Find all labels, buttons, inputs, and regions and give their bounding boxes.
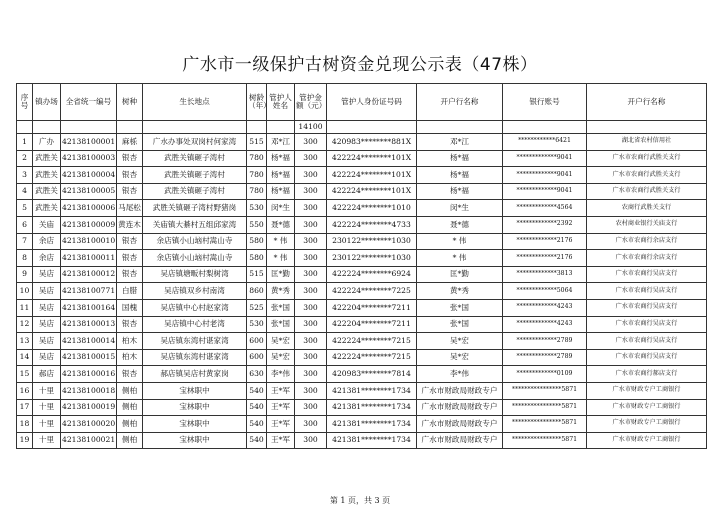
bank-name-cell: 广水市农商行吴店支行 — [587, 349, 707, 366]
table-header-row — [17, 84, 707, 121]
account-holder-cell: 杨*福 — [417, 167, 503, 184]
species-cell: 柏木 — [117, 333, 143, 350]
location-cell: 吴店镇中心村老湾 — [143, 316, 247, 333]
tree-id-cell: 42138100014 — [61, 333, 117, 350]
id-number-cell: 421381********1734 — [327, 416, 417, 433]
tree-id-cell: 42138100012 — [61, 266, 117, 283]
seq-cell: 11 — [17, 299, 33, 316]
location-cell: 吴店镇东湾村谌家湾 — [143, 333, 247, 350]
town-cell: 吴店 — [33, 283, 61, 300]
location-cell: 关庙镇大綦村五组邱家湾 — [143, 216, 247, 233]
tree-id-cell: 42138100006 — [61, 200, 117, 217]
location-cell: 吴店镇双乡村南湾 — [143, 283, 247, 300]
age-cell: 540 — [247, 416, 267, 433]
id-number-cell: 422204********7211 — [327, 299, 417, 316]
page-footer: 第 1 页，共 3 页 — [329, 496, 391, 505]
age-cell: 600 — [247, 349, 267, 366]
town-cell: 十里 — [33, 382, 61, 399]
account-holder-cell: 吴*宏 — [417, 349, 503, 366]
account-number-cell: *************9041 — [503, 150, 587, 167]
tree-id-cell: 42138100016 — [61, 366, 117, 383]
account-number-cell: ****************5871 — [503, 399, 587, 416]
table-row — [17, 349, 707, 366]
subsidy-table — [16, 83, 707, 449]
location-cell: 宝林职中 — [143, 432, 247, 449]
species-cell: 白腊 — [117, 283, 143, 300]
species-cell: 侧柏 — [117, 432, 143, 449]
table-row — [17, 316, 707, 333]
age-cell: 780 — [247, 150, 267, 167]
tree-id-cell: 42138100019 — [61, 399, 117, 416]
age-cell: 580 — [247, 233, 267, 250]
table-row — [17, 299, 707, 316]
table-cell — [503, 121, 587, 134]
caretaker-cell: 黄*秀 — [267, 283, 295, 300]
age-cell: 540 — [247, 399, 267, 416]
caretaker-cell: 杨*福 — [267, 150, 295, 167]
town-cell: 广办 — [33, 134, 61, 151]
account-holder-cell: 张*国 — [417, 299, 503, 316]
seq-cell: 19 — [17, 432, 33, 449]
amount-cell: 300 — [295, 316, 327, 333]
caretaker-cell: 聂*德 — [267, 216, 295, 233]
account-number-cell: *************9041 — [503, 183, 587, 200]
amount-cell: 300 — [295, 134, 327, 151]
bank-name-cell: 广水市农商行余店支行 — [587, 250, 707, 267]
header-cell: 开户行名称 — [417, 84, 503, 121]
tree-id-cell: 42138100004 — [61, 167, 117, 184]
location-cell: 宝林职中 — [143, 382, 247, 399]
caretaker-cell: * 伟 — [267, 233, 295, 250]
species-cell: 银杏 — [117, 250, 143, 267]
caretaker-cell: 吴*宏 — [267, 333, 295, 350]
seq-cell: 14 — [17, 349, 33, 366]
bank-name-cell: 农村商业银行关庙支行 — [587, 216, 707, 233]
table-cell — [117, 121, 143, 134]
tree-id-cell: 42138100164 — [61, 299, 117, 316]
id-number-cell: 421381********1734 — [327, 382, 417, 399]
town-cell: 吴店 — [33, 299, 61, 316]
table-row — [17, 416, 707, 433]
account-number-cell: *************2789 — [503, 349, 587, 366]
town-cell: 武胜关 — [33, 167, 61, 184]
header-cell: 管护人身份证号码 — [327, 84, 417, 121]
table-row — [17, 134, 707, 151]
account-number-cell: *************4564 — [503, 200, 587, 217]
seq-cell: 18 — [17, 416, 33, 433]
bank-name-cell: 农商行武胜关支行 — [587, 200, 707, 217]
town-cell: 吴店 — [33, 333, 61, 350]
table-row — [17, 216, 707, 233]
id-number-cell: 230122********1030 — [327, 233, 417, 250]
age-cell: 580 — [247, 250, 267, 267]
species-cell: 银杏 — [117, 366, 143, 383]
tree-id-cell: 42138100003 — [61, 150, 117, 167]
species-cell: 侧柏 — [117, 382, 143, 399]
species-cell: 银杏 — [117, 150, 143, 167]
table-row — [17, 399, 707, 416]
location-cell: 武胜关镇砸子湾村野猪岗 — [143, 200, 247, 217]
town-cell: 余店 — [33, 250, 61, 267]
account-holder-cell: 张*国 — [417, 316, 503, 333]
caretaker-cell: 张*国 — [267, 316, 295, 333]
caretaker-cell: 张*国 — [267, 299, 295, 316]
amount-cell: 300 — [295, 150, 327, 167]
account-holder-cell: 吴*宏 — [417, 333, 503, 350]
caretaker-cell: 匡*勤 — [267, 266, 295, 283]
account-holder-cell: 广水市财政局财政专户 — [417, 416, 503, 433]
age-cell: 600 — [247, 333, 267, 350]
id-number-cell: 421381********1734 — [327, 399, 417, 416]
account-number-cell: *************4243 — [503, 316, 587, 333]
species-cell: 麻栎 — [117, 134, 143, 151]
species-cell: 银杏 — [117, 167, 143, 184]
age-cell: 780 — [247, 183, 267, 200]
account-holder-cell: * 伟 — [417, 250, 503, 267]
age-cell: 540 — [247, 382, 267, 399]
amount-cell: 300 — [295, 266, 327, 283]
account-number-cell: *************2176 — [503, 233, 587, 250]
header-cell: 管护人姓名 — [267, 84, 295, 121]
account-holder-cell: 闵*生 — [417, 200, 503, 217]
bank-name-cell: 广水市农商行吴店支行 — [587, 316, 707, 333]
id-number-cell: 230122********1030 — [327, 250, 417, 267]
id-number-cell: 422224********101X — [327, 167, 417, 184]
table-row — [17, 333, 707, 350]
id-number-cell: 422204********7211 — [327, 316, 417, 333]
caretaker-cell: 李*伟 — [267, 366, 295, 383]
amount-cell: 300 — [295, 233, 327, 250]
seq-cell: 17 — [17, 399, 33, 416]
species-cell: 国槐 — [117, 299, 143, 316]
age-cell: 630 — [247, 366, 267, 383]
age-cell: 540 — [247, 432, 267, 449]
bank-name-cell: 湖北省农村信用社 — [587, 134, 707, 151]
account-holder-cell: 广水市财政局财政专户 — [417, 432, 503, 449]
age-cell: 860 — [247, 283, 267, 300]
location-cell: 宝林职中 — [143, 416, 247, 433]
town-cell: 十里 — [33, 432, 61, 449]
seq-cell: 6 — [17, 216, 33, 233]
species-cell: 侧柏 — [117, 399, 143, 416]
tree-id-cell: 42138100001 — [61, 134, 117, 151]
header-cell: 银行账号 — [503, 84, 587, 121]
age-cell: 530 — [247, 200, 267, 217]
table-row — [17, 200, 707, 217]
id-number-cell: 422224********1010 — [327, 200, 417, 217]
caretaker-cell: 闵*生 — [267, 200, 295, 217]
species-cell: 柏木 — [117, 349, 143, 366]
caretaker-cell: 吴*宏 — [267, 349, 295, 366]
id-number-cell: 422224********6924 — [327, 266, 417, 283]
town-cell: 十里 — [33, 416, 61, 433]
seq-cell: 8 — [17, 250, 33, 267]
table-cell — [267, 121, 295, 134]
amount-cell: 300 — [295, 299, 327, 316]
table-cell — [327, 121, 417, 134]
table-cell — [33, 121, 61, 134]
account-holder-cell: 邓*江 — [417, 134, 503, 151]
amount-cell: 300 — [295, 200, 327, 217]
table-row — [17, 167, 707, 184]
amount-cell: 300 — [295, 432, 327, 449]
amount-cell: 300 — [295, 183, 327, 200]
account-number-cell: *************0109 — [503, 366, 587, 383]
account-number-cell: *************5064 — [503, 283, 587, 300]
caretaker-cell: 王*军 — [267, 432, 295, 449]
account-number-cell: *************2392 — [503, 216, 587, 233]
bank-name-cell: 广水市农商行吴店支行 — [587, 283, 707, 300]
id-number-cell: 422224********7215 — [327, 333, 417, 350]
account-number-cell: *************2789 — [503, 333, 587, 350]
account-number-cell: *************3813 — [503, 266, 587, 283]
caretaker-cell: 王*军 — [267, 382, 295, 399]
bank-name-cell: 广水市农商行郝店支行 — [587, 366, 707, 383]
bank-name-cell: 广水市财政专户工商银行 — [587, 416, 707, 433]
bank-name-cell: 广水市农商行武胜关支行 — [587, 183, 707, 200]
bank-name-cell: 广水市农商行武胜关支行 — [587, 150, 707, 167]
caretaker-cell: 王*军 — [267, 416, 295, 433]
account-holder-cell: * 伟 — [417, 233, 503, 250]
id-number-cell: 422224********101X — [327, 183, 417, 200]
bank-name-cell: 广水市农商行武胜关支行 — [587, 167, 707, 184]
caretaker-cell: 邓*江 — [267, 134, 295, 151]
age-cell: 530 — [247, 316, 267, 333]
species-cell: 黄连木 — [117, 216, 143, 233]
bank-name-cell: 广水市财政专户工商银行 — [587, 399, 707, 416]
id-number-cell: 421381********1734 — [327, 432, 417, 449]
town-cell: 关庙 — [33, 216, 61, 233]
account-holder-cell: 聂*德 — [417, 216, 503, 233]
amount-cell: 300 — [295, 399, 327, 416]
seq-cell: 13 — [17, 333, 33, 350]
location-cell: 武胜关镇砸子湾村 — [143, 167, 247, 184]
location-cell: 武胜关镇砸子湾村 — [143, 183, 247, 200]
bank-name-cell: 广水市财政专户工商银行 — [587, 432, 707, 449]
caretaker-cell: 王*军 — [267, 399, 295, 416]
header-cell: 序号 — [17, 84, 33, 121]
age-cell: 780 — [247, 167, 267, 184]
account-number-cell: ************6421 — [503, 134, 587, 151]
town-cell: 吴店 — [33, 266, 61, 283]
table-row — [17, 366, 707, 383]
tree-id-cell: 42138100771 — [61, 283, 117, 300]
location-cell: 宝林职中 — [143, 399, 247, 416]
age-cell: 515 — [247, 134, 267, 151]
amount-cell: 300 — [295, 382, 327, 399]
caretaker-cell: 杨*福 — [267, 183, 295, 200]
account-holder-cell: 李*伟 — [417, 366, 503, 383]
caretaker-cell: * 伟 — [267, 250, 295, 267]
caretaker-cell: 杨*福 — [267, 167, 295, 184]
town-cell: 吴店 — [33, 316, 61, 333]
bank-name-cell: 广水市农商行余店支行 — [587, 233, 707, 250]
account-holder-cell: 杨*福 — [417, 150, 503, 167]
bank-name-cell: 广水市农商行吴店支行 — [587, 266, 707, 283]
header-cell: 树种 — [117, 84, 143, 121]
town-cell: 十里 — [33, 399, 61, 416]
account-holder-cell: 广水市财政局财政专户 — [417, 382, 503, 399]
table-row — [17, 250, 707, 267]
location-cell: 武胜关镇砸子湾村 — [143, 150, 247, 167]
amount-cell: 300 — [295, 333, 327, 350]
table-row — [17, 183, 707, 200]
amount-cell: 300 — [295, 216, 327, 233]
id-number-cell: 422224********4733 — [327, 216, 417, 233]
town-cell: 余店 — [33, 233, 61, 250]
table-row — [17, 432, 707, 449]
header-cell: 镇办场 — [33, 84, 61, 121]
location-cell: 余店镇小山垴村嵩山寺 — [143, 233, 247, 250]
seq-cell: 1 — [17, 134, 33, 151]
amount-cell: 300 — [295, 416, 327, 433]
seq-cell: 16 — [17, 382, 33, 399]
seq-cell: 9 — [17, 266, 33, 283]
tree-id-cell: 42138100020 — [61, 416, 117, 433]
species-cell: 马尾松 — [117, 200, 143, 217]
header-cell: 开户行名称 — [587, 84, 707, 121]
total-amount: 14100 — [295, 121, 327, 134]
header-cell: 生长地点 — [143, 84, 247, 121]
account-number-cell: *************2176 — [503, 250, 587, 267]
species-cell: 银杏 — [117, 183, 143, 200]
location-cell: 余店镇小山垴村嵩山寺 — [143, 250, 247, 267]
location-cell: 吴店镇塘畈村梨树湾 — [143, 266, 247, 283]
table-cell — [61, 121, 117, 134]
page-title: 广水市一级保护古树资金兑现公示表（47株） — [182, 55, 538, 75]
tree-id-cell: 42138100011 — [61, 250, 117, 267]
account-number-cell: *************9041 — [503, 167, 587, 184]
table-row — [17, 150, 707, 167]
account-holder-cell: 杨*福 — [417, 183, 503, 200]
tree-id-cell: 42138100010 — [61, 233, 117, 250]
seq-cell: 5 — [17, 200, 33, 217]
amount-cell: 300 — [295, 349, 327, 366]
account-number-cell: ****************5871 — [503, 382, 587, 399]
tree-id-cell: 42138100021 — [61, 432, 117, 449]
age-cell: 550 — [247, 216, 267, 233]
id-number-cell: 422224********101X — [327, 150, 417, 167]
table-row — [17, 382, 707, 399]
bank-name-cell: 广水市财政专户工商银行 — [587, 382, 707, 399]
age-cell: 525 — [247, 299, 267, 316]
tree-id-cell: 42138100005 — [61, 183, 117, 200]
town-cell: 吴店 — [33, 349, 61, 366]
location-cell: 广水办事处双岗村何家湾 — [143, 134, 247, 151]
table-row — [17, 283, 707, 300]
amount-cell: 300 — [295, 250, 327, 267]
table-cell — [17, 121, 33, 134]
header-cell: 管护金额（元） — [295, 84, 327, 121]
id-number-cell: 422224********7225 — [327, 283, 417, 300]
amount-cell: 300 — [295, 167, 327, 184]
id-number-cell: 420983********881X — [327, 134, 417, 151]
species-cell: 银杏 — [117, 233, 143, 250]
seq-cell: 3 — [17, 167, 33, 184]
account-holder-cell: 广水市财政局财政专户 — [417, 399, 503, 416]
total-row — [17, 121, 707, 134]
species-cell: 银杏 — [117, 316, 143, 333]
id-number-cell: 420983********7814 — [327, 366, 417, 383]
tree-id-cell: 42138100018 — [61, 382, 117, 399]
tree-id-cell: 42138100009 — [61, 216, 117, 233]
location-cell: 郝店镇吴店村黄家岗 — [143, 366, 247, 383]
header-cell: 树龄（年） — [247, 84, 267, 121]
account-number-cell: ****************5871 — [503, 432, 587, 449]
table-cell — [417, 121, 503, 134]
account-number-cell: *************4243 — [503, 299, 587, 316]
table-cell — [587, 121, 707, 134]
table-row — [17, 233, 707, 250]
town-cell: 郝店 — [33, 366, 61, 383]
bank-name-cell: 广水市农商行吴店支行 — [587, 333, 707, 350]
account-number-cell: ****************5871 — [503, 416, 587, 433]
amount-cell: 300 — [295, 366, 327, 383]
header-cell: 全省统一编号 — [61, 84, 117, 121]
seq-cell: 4 — [17, 183, 33, 200]
town-cell: 武胜关 — [33, 150, 61, 167]
account-holder-cell: 匡*勤 — [417, 266, 503, 283]
town-cell: 武胜关 — [33, 200, 61, 217]
location-cell: 吴店镇中心村赵家湾 — [143, 299, 247, 316]
seq-cell: 15 — [17, 366, 33, 383]
tree-id-cell: 42138100015 — [61, 349, 117, 366]
species-cell: 银杏 — [117, 266, 143, 283]
amount-cell: 300 — [295, 283, 327, 300]
town-cell: 武胜关 — [33, 183, 61, 200]
table-row — [17, 266, 707, 283]
location-cell: 吴店镇东湾村谌家湾 — [143, 349, 247, 366]
seq-cell: 7 — [17, 233, 33, 250]
species-cell: 侧柏 — [117, 416, 143, 433]
table-cell — [247, 121, 267, 134]
id-number-cell: 422224********7215 — [327, 349, 417, 366]
table-cell — [143, 121, 247, 134]
seq-cell: 10 — [17, 283, 33, 300]
tree-id-cell: 42138100013 — [61, 316, 117, 333]
bank-name-cell: 广水市农商行吴店支行 — [587, 299, 707, 316]
seq-cell: 12 — [17, 316, 33, 333]
age-cell: 515 — [247, 266, 267, 283]
account-holder-cell: 黄*秀 — [417, 283, 503, 300]
seq-cell: 2 — [17, 150, 33, 167]
